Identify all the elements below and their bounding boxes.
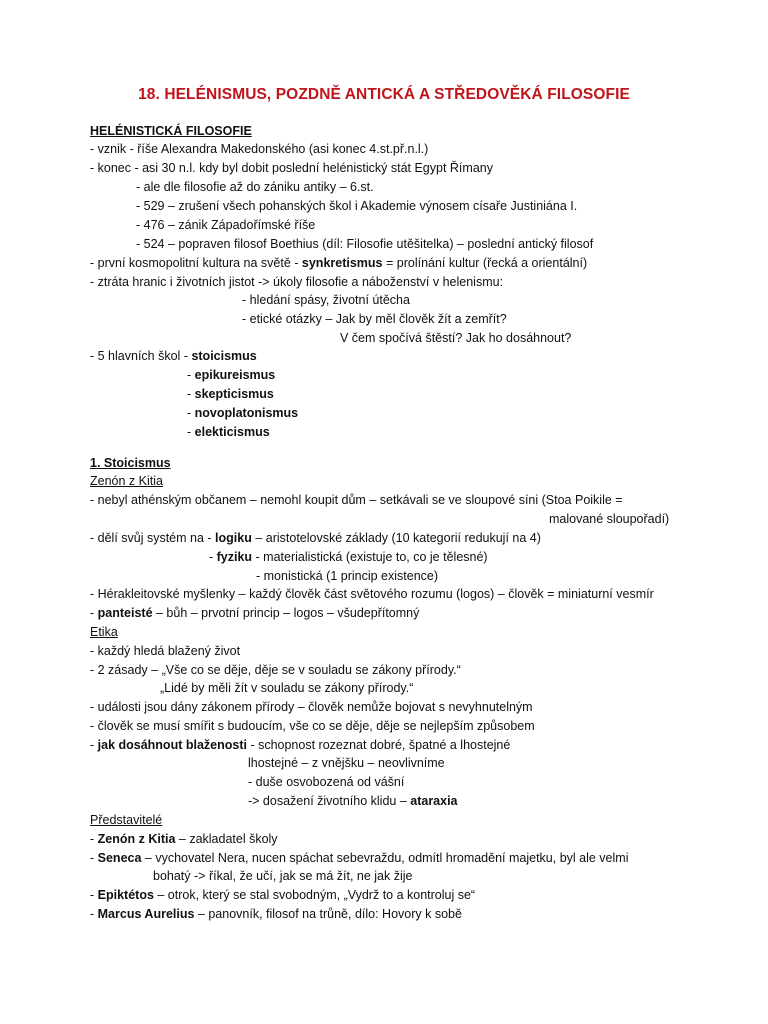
text-line: - 476 – zánik Západořímské říše (136, 218, 316, 232)
text-line: - 524 – popraven filosof Boethius (díl: Filosofie utěšitelka) – poslední antický filosof (136, 237, 594, 251)
text-line: „Lidé by měli žít v souladu se zákony přírody.“ (160, 681, 414, 695)
text-line: - ztráta hranic i životních jistot -> úkoly filosofie a náboženství v helenismu: (90, 275, 504, 289)
school-item: - novoplatonismus (187, 406, 299, 420)
text-line: lhostejné – z vnějšku – neovlivníme (248, 756, 445, 770)
text-line: - etické otázky – Jak by měl člověk žít a zemřít? (242, 312, 507, 326)
section-heading-helenisticka: HELÉNISTICKÁ FILOSOFIE (90, 124, 252, 138)
text-line: - monistická (1 princip existence) (256, 569, 439, 583)
text-line: - Hérakleitovské myšlenky – každý člověk část světového rozumu (logos) – člověk = miniaturní vesmír (90, 587, 654, 601)
text-line: - 5 hlavních škol - stoicismus (90, 349, 257, 363)
school-item: - elekticismus (187, 425, 270, 439)
text-line: - Marcus Aurelius – panovník, filosof na trůně, dílo: Hovory k sobě (90, 907, 462, 921)
document-title: 18. HELÉNISMUS, POZDNĚ ANTICKÁ A STŘEDOVĚKÁ FILOSOFIE (138, 86, 630, 103)
subheading-etika: Etika (90, 625, 118, 639)
text-line: - Epiktétos – otrok, který se stal svobodným, „Vydrž to a kontroluj se“ (90, 888, 476, 902)
text-line: - fyziku - materialistická (existuje to, co je tělesné) (209, 550, 488, 564)
text-line: - jak dosáhnout blaženosti - schopnost rozeznat dobré, špatné a lhostejné (90, 738, 511, 752)
text-line: - Zenón z Kitia – zakladatel školy (90, 832, 278, 846)
text-line: - vznik - říše Alexandra Makedonského (asi konec 4.st.př.n.l.) (90, 142, 429, 156)
text-line: - první kosmopolitní kultura na světě - synkretismus = prolínání kultur (řecká a orientální) (90, 256, 588, 270)
text-line: - 2 zásady – „Vše co se děje, děje se v souladu se zákony přírody.“ (90, 663, 461, 677)
school-item: - skepticismus (187, 387, 274, 401)
text-line: - člověk se musí smířit s budoucím, vše co se děje, děje se nejlepším způsobem (90, 719, 535, 733)
text-line: - každý hledá blažený život (90, 644, 241, 658)
school-item: - epikureismus (187, 368, 276, 382)
text-line: - konec - asi 30 n.l. kdy byl dobit poslední helénistický stát Egypt Římany (90, 161, 493, 175)
text-line: V čem spočívá štěstí? Jak ho dosáhnout? (340, 331, 572, 345)
text-line: - panteisté – bůh – prvotní princip – logos – všudepřítomný (90, 606, 420, 620)
subheading-zenon: Zenón z Kitia (90, 474, 163, 488)
text-line: bohatý -> říkal, že učí, jak se má žít, ne jak žije (153, 869, 413, 883)
text-line: - hledání spásy, životní útěcha (242, 293, 410, 307)
text-line: - duše osvobozená od vášní (248, 775, 405, 789)
text-line: - 529 – zrušení všech pohanských škol i Akademie výnosem císaře Justiniána I. (136, 199, 578, 213)
text-line: - ale dle filosofie až do zániku antiky – 6.st. (136, 180, 374, 194)
text-line: -> dosažení životního klidu – ataraxia (248, 794, 458, 808)
text-line: - události jsou dány zákonem přírody – člověk nemůže bojovat s nevyhnutelným (90, 700, 533, 714)
text-line: malované sloupořadí) (549, 512, 670, 526)
text-line: - Seneca – vychovatel Nera, nucen spáchat sebevraždu, odmítl hromadění majetku, byl ale velmi (90, 851, 629, 865)
text-line: - nebyl athénským občanem – nemohl koupit dům – setkávali se ve sloupové síni (Stoa Poikile = (90, 493, 623, 507)
text-line: - dělí svůj systém na - logiku – aristotelovské základy (10 kategorií redukují na 4) (90, 531, 541, 545)
subheading-predstavitele: Představitelé (90, 813, 163, 827)
section-heading-stoicismus: 1. Stoicismus (90, 456, 171, 470)
